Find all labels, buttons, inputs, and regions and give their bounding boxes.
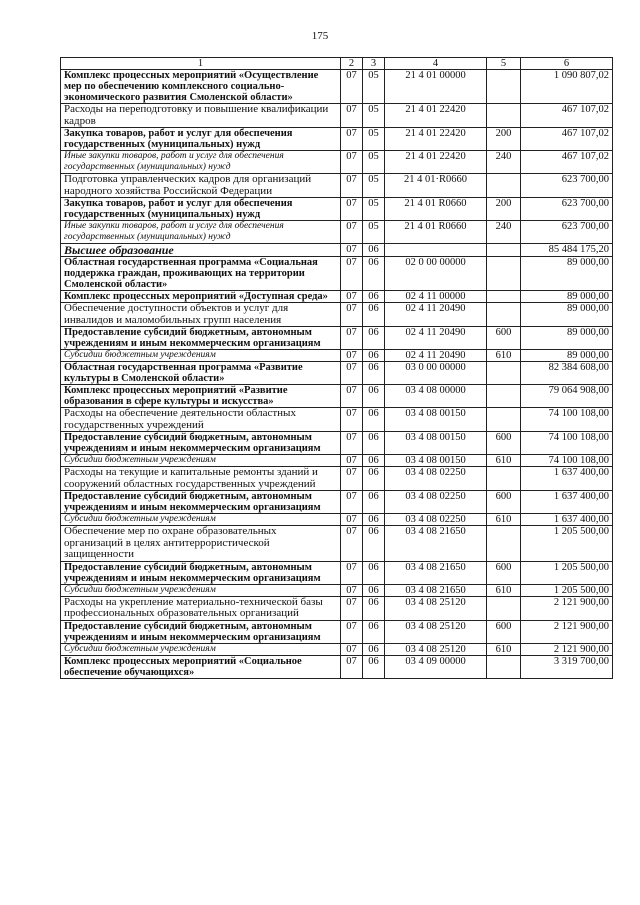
row-expense-type-cell bbox=[487, 291, 521, 303]
header-col-1: 1 bbox=[61, 58, 341, 70]
row-expense-type-cell: 600 bbox=[487, 432, 521, 455]
row-amount-cell: 623 700,00 bbox=[521, 174, 613, 198]
row-expense-type-cell: 200 bbox=[487, 198, 521, 221]
table-row bbox=[61, 643, 613, 655]
row-section-code-cell: 07 bbox=[341, 327, 363, 350]
row-name-cell: Предоставление субсидий бюджетным, автономным учреждениям и иным некоммерческим организациям bbox=[61, 432, 341, 455]
row-subsection-code-cell: 05 bbox=[363, 198, 385, 221]
row-amount-cell: 89 000,00 bbox=[521, 327, 613, 350]
row-amount-cell: 79 064 908,00 bbox=[521, 385, 613, 408]
row-name-cell: Иные закупки товаров, работ и услуг для обеспечения государственных (муниципальных) нужд bbox=[61, 151, 341, 174]
row-target-article-cell: 03 4 08 02250 bbox=[385, 467, 487, 491]
row-expense-type-cell: 600 bbox=[487, 561, 521, 584]
row-section-code-cell: 07 bbox=[341, 596, 363, 620]
row-section-code-cell: 07 bbox=[341, 198, 363, 221]
row-amount-cell: 2 121 900,00 bbox=[521, 620, 613, 643]
row-subsection-code-cell: 06 bbox=[363, 643, 385, 655]
table-row bbox=[61, 385, 613, 408]
row-target-article-cell: 02 4 11 00000 bbox=[385, 291, 487, 303]
row-target-article-cell: 03 4 08 21650 bbox=[385, 584, 487, 596]
row-target-article-cell: 03 4 08 02250 bbox=[385, 514, 487, 526]
table-row bbox=[61, 620, 613, 643]
row-expense-type-cell: 240 bbox=[487, 151, 521, 174]
row-subsection-code-cell: 06 bbox=[363, 491, 385, 514]
row-name-cell: Расходы на переподготовку и повышение квалификации кадров bbox=[61, 104, 341, 128]
row-subsection-code-cell: 06 bbox=[363, 432, 385, 455]
row-subsection-code-cell: 06 bbox=[363, 244, 385, 257]
row-amount-cell: 1 205 500,00 bbox=[521, 584, 613, 596]
row-expense-type-cell bbox=[487, 244, 521, 257]
row-target-article-cell: 21 4 01 R0660 bbox=[385, 198, 487, 221]
row-name-cell: Обеспечение доступности объектов и услуг для инвалидов и маломобильных групп населения bbox=[61, 303, 341, 327]
row-target-article-cell: 03 4 08 25120 bbox=[385, 620, 487, 643]
row-expense-type-cell bbox=[487, 467, 521, 491]
table-row bbox=[61, 362, 613, 385]
row-subsection-code-cell: 06 bbox=[363, 655, 385, 678]
header-col-5: 5 bbox=[487, 58, 521, 70]
row-expense-type-cell bbox=[487, 174, 521, 198]
row-expense-type-cell: 610 bbox=[487, 514, 521, 526]
row-amount-cell: 89 000,00 bbox=[521, 350, 613, 362]
row-target-article-cell: 03 4 08 00150 bbox=[385, 432, 487, 455]
row-subsection-code-cell: 06 bbox=[363, 584, 385, 596]
row-subsection-code-cell: 06 bbox=[363, 467, 385, 491]
row-expense-type-cell: 240 bbox=[487, 221, 521, 244]
row-expense-type-cell: 200 bbox=[487, 128, 521, 151]
row-section-code-cell: 07 bbox=[341, 291, 363, 303]
row-amount-cell: 1 090 807,02 bbox=[521, 70, 613, 104]
table-row bbox=[61, 561, 613, 584]
row-name-cell: Закупка товаров, работ и услуг для обеспечения государственных (муниципальных) нужд bbox=[61, 128, 341, 151]
row-target-article-cell: 02 4 11 20490 bbox=[385, 327, 487, 350]
row-amount-cell: 2 121 900,00 bbox=[521, 643, 613, 655]
row-name-cell: Комплекс процессных мероприятий «Доступная среда» bbox=[61, 291, 341, 303]
row-expense-type-cell: 600 bbox=[487, 491, 521, 514]
row-name-cell: Предоставление субсидий бюджетным, автономным учреждениям и иным некоммерческим организациям bbox=[61, 561, 341, 584]
row-expense-type-cell bbox=[487, 385, 521, 408]
table-row bbox=[61, 327, 613, 350]
table-row bbox=[61, 221, 613, 244]
row-section-code-cell: 07 bbox=[341, 70, 363, 104]
row-subsection-code-cell: 06 bbox=[363, 303, 385, 327]
row-name-cell: Иные закупки товаров, работ и услуг для обеспечения государственных (муниципальных) нужд bbox=[61, 221, 341, 244]
row-amount-cell: 74 100 108,00 bbox=[521, 432, 613, 455]
table-row bbox=[61, 491, 613, 514]
row-section-code-cell: 07 bbox=[341, 561, 363, 584]
row-subsection-code-cell: 05 bbox=[363, 70, 385, 104]
table-row bbox=[61, 655, 613, 678]
table-row bbox=[61, 128, 613, 151]
row-name-cell: Предоставление субсидий бюджетным, автономным учреждениям и иным некоммерческим организациям bbox=[61, 327, 341, 350]
row-expense-type-cell bbox=[487, 362, 521, 385]
row-name-cell: Субсидии бюджетным учреждениям bbox=[61, 643, 341, 655]
row-amount-cell: 1 637 400,00 bbox=[521, 514, 613, 526]
row-section-code-cell: 07 bbox=[341, 385, 363, 408]
row-amount-cell: 467 107,02 bbox=[521, 151, 613, 174]
row-expense-type-cell: 610 bbox=[487, 643, 521, 655]
row-name-cell: Предоставление субсидий бюджетным, автономным учреждениям и иным некоммерческим организациям bbox=[61, 620, 341, 643]
row-subsection-code-cell: 06 bbox=[363, 362, 385, 385]
row-amount-cell: 89 000,00 bbox=[521, 303, 613, 327]
row-section-code-cell: 07 bbox=[341, 128, 363, 151]
row-subsection-code-cell: 06 bbox=[363, 291, 385, 303]
row-amount-cell: 74 100 108,00 bbox=[521, 408, 613, 432]
budget-table bbox=[60, 57, 613, 679]
row-section-code-cell: 07 bbox=[341, 244, 363, 257]
header-col-2: 2 bbox=[341, 58, 363, 70]
row-expense-type-cell bbox=[487, 596, 521, 620]
table-header bbox=[61, 58, 613, 70]
row-target-article-cell: 03 4 08 25120 bbox=[385, 643, 487, 655]
row-name-cell: Субсидии бюджетным учреждениям bbox=[61, 514, 341, 526]
row-target-article-cell: 21 4 01 R0660 bbox=[385, 221, 487, 244]
row-section-code-cell: 07 bbox=[341, 514, 363, 526]
row-target-article-cell: 21 4 01·R0660 bbox=[385, 174, 487, 198]
row-expense-type-cell: 610 bbox=[487, 350, 521, 362]
row-amount-cell: 1 205 500,00 bbox=[521, 526, 613, 562]
table-row bbox=[61, 244, 613, 257]
row-subsection-code-cell: 05 bbox=[363, 221, 385, 244]
row-amount-cell: 85 484 175,20 bbox=[521, 244, 613, 257]
row-subsection-code-cell: 06 bbox=[363, 514, 385, 526]
row-subsection-code-cell: 06 bbox=[363, 620, 385, 643]
header-col-4: 4 bbox=[385, 58, 487, 70]
row-target-article-cell: 03 4 09 00000 bbox=[385, 655, 487, 678]
row-amount-cell: 1 637 400,00 bbox=[521, 491, 613, 514]
row-section-code-cell: 07 bbox=[341, 467, 363, 491]
row-expense-type-cell bbox=[487, 408, 521, 432]
table-row bbox=[61, 70, 613, 104]
row-name-cell: Субсидии бюджетным учреждениям bbox=[61, 455, 341, 467]
row-section-code-cell: 07 bbox=[341, 526, 363, 562]
table-row bbox=[61, 584, 613, 596]
row-name-cell: Закупка товаров, работ и услуг для обеспечения государственных (муниципальных) нужд bbox=[61, 198, 341, 221]
row-name-cell: Высшее образование bbox=[61, 244, 341, 257]
table-row bbox=[61, 198, 613, 221]
table-row bbox=[61, 467, 613, 491]
row-amount-cell: 74 100 108,00 bbox=[521, 455, 613, 467]
row-amount-cell: 623 700,00 bbox=[521, 198, 613, 221]
row-expense-type-cell bbox=[487, 70, 521, 104]
table-row bbox=[61, 432, 613, 455]
row-expense-type-cell bbox=[487, 303, 521, 327]
row-target-article-cell: 03 4 08 02250 bbox=[385, 491, 487, 514]
row-subsection-code-cell: 05 bbox=[363, 104, 385, 128]
row-name-cell: Комплекс процессных мероприятий «Осуществление мер по обеспечению комплексного социально-экономического развития Смоленской области» bbox=[61, 70, 341, 104]
row-section-code-cell: 07 bbox=[341, 455, 363, 467]
row-target-article-cell: 03 4 08 25120 bbox=[385, 596, 487, 620]
row-amount-cell: 1 205 500,00 bbox=[521, 561, 613, 584]
row-name-cell: Подготовка управленческих кадров для организаций народного хозяйства Российской Федерации bbox=[61, 174, 341, 198]
row-section-code-cell: 07 bbox=[341, 655, 363, 678]
row-name-cell: Областная государственная программа «Социальная поддержка граждан, проживающих на территории Смоленской области» bbox=[61, 257, 341, 291]
row-expense-type-cell: 600 bbox=[487, 620, 521, 643]
row-target-article-cell: 21 4 01 22420 bbox=[385, 128, 487, 151]
row-section-code-cell: 07 bbox=[341, 257, 363, 291]
row-expense-type-cell: 610 bbox=[487, 455, 521, 467]
table-row bbox=[61, 104, 613, 128]
row-name-cell: Обеспечение мер по охране образовательных организаций в целях антитеррористической защищенности bbox=[61, 526, 341, 562]
row-name-cell: Комплекс процессных мероприятий «Социальное обеспечение обучающихся» bbox=[61, 655, 341, 678]
row-subsection-code-cell: 06 bbox=[363, 385, 385, 408]
row-subsection-code-cell: 06 bbox=[363, 596, 385, 620]
row-expense-type-cell bbox=[487, 526, 521, 562]
row-subsection-code-cell: 05 bbox=[363, 128, 385, 151]
table-row bbox=[61, 408, 613, 432]
row-expense-type-cell bbox=[487, 257, 521, 291]
table-row bbox=[61, 455, 613, 467]
table-row bbox=[61, 526, 613, 562]
row-amount-cell: 89 000,00 bbox=[521, 291, 613, 303]
header-col-3: 3 bbox=[363, 58, 385, 70]
row-section-code-cell: 07 bbox=[341, 491, 363, 514]
row-amount-cell: 2 121 900,00 bbox=[521, 596, 613, 620]
row-subsection-code-cell: 06 bbox=[363, 455, 385, 467]
row-target-article-cell: 03 4 08 00150 bbox=[385, 455, 487, 467]
row-amount-cell: 623 700,00 bbox=[521, 221, 613, 244]
row-amount-cell: 3 319 700,00 bbox=[521, 655, 613, 678]
row-target-article-cell: 03 4 08 21650 bbox=[385, 561, 487, 584]
row-target-article-cell: 02 4 11 20490 bbox=[385, 350, 487, 362]
row-name-cell: Областная государственная программа «Развитие культуры в Смоленской области» bbox=[61, 362, 341, 385]
row-subsection-code-cell: 05 bbox=[363, 151, 385, 174]
row-target-article-cell: 02 0 00 00000 bbox=[385, 257, 487, 291]
row-subsection-code-cell: 06 bbox=[363, 327, 385, 350]
row-amount-cell: 82 384 608,00 bbox=[521, 362, 613, 385]
row-expense-type-cell bbox=[487, 655, 521, 678]
row-target-article-cell: 03 0 00 00000 bbox=[385, 362, 487, 385]
row-target-article-cell: 21 4 01 22420 bbox=[385, 104, 487, 128]
row-section-code-cell: 07 bbox=[341, 584, 363, 596]
row-subsection-code-cell: 06 bbox=[363, 257, 385, 291]
table-body bbox=[61, 70, 613, 679]
row-target-article-cell: 03 4 08 21650 bbox=[385, 526, 487, 562]
row-subsection-code-cell: 06 bbox=[363, 408, 385, 432]
row-section-code-cell: 07 bbox=[341, 408, 363, 432]
table-row bbox=[61, 291, 613, 303]
table-row bbox=[61, 596, 613, 620]
table-row bbox=[61, 303, 613, 327]
row-subsection-code-cell: 06 bbox=[363, 350, 385, 362]
row-expense-type-cell: 600 bbox=[487, 327, 521, 350]
row-target-article-cell: 03 4 08 00150 bbox=[385, 408, 487, 432]
row-amount-cell: 1 637 400,00 bbox=[521, 467, 613, 491]
row-section-code-cell: 07 bbox=[341, 643, 363, 655]
row-section-code-cell: 07 bbox=[341, 350, 363, 362]
row-section-code-cell: 07 bbox=[341, 432, 363, 455]
row-name-cell: Предоставление субсидий бюджетным, автономным учреждениям и иным некоммерческим организациям bbox=[61, 491, 341, 514]
row-name-cell: Расходы на укрепление материально-технической базы профессиональных образовательных организаций bbox=[61, 596, 341, 620]
row-name-cell: Расходы на обеспечение деятельности областных государственных учреждений bbox=[61, 408, 341, 432]
table-row bbox=[61, 350, 613, 362]
row-section-code-cell: 07 bbox=[341, 151, 363, 174]
row-target-article-cell: 02 4 11 20490 bbox=[385, 303, 487, 327]
row-target-article-cell bbox=[385, 244, 487, 257]
row-name-cell: Субсидии бюджетным учреждениям bbox=[61, 350, 341, 362]
row-amount-cell: 89 000,00 bbox=[521, 257, 613, 291]
row-section-code-cell: 07 bbox=[341, 104, 363, 128]
table-row bbox=[61, 174, 613, 198]
row-expense-type-cell bbox=[487, 104, 521, 128]
row-section-code-cell: 07 bbox=[341, 362, 363, 385]
table-row bbox=[61, 257, 613, 291]
row-target-article-cell: 03 4 08 00000 bbox=[385, 385, 487, 408]
row-amount-cell: 467 107,02 bbox=[521, 104, 613, 128]
table-row bbox=[61, 514, 613, 526]
page-number: 175 bbox=[311, 30, 329, 42]
row-section-code-cell: 07 bbox=[341, 174, 363, 198]
row-name-cell: Комплекс процессных мероприятий «Развитие образования в сфере культуры и искусства» bbox=[61, 385, 341, 408]
row-target-article-cell: 21 4 01 22420 bbox=[385, 151, 487, 174]
row-section-code-cell: 07 bbox=[341, 303, 363, 327]
header-col-6: 6 bbox=[521, 58, 613, 70]
row-name-cell: Расходы на текущие и капитальные ремонты зданий и сооружений областных государственных учреждений bbox=[61, 467, 341, 491]
row-target-article-cell: 21 4 01 00000 bbox=[385, 70, 487, 104]
row-section-code-cell: 07 bbox=[341, 221, 363, 244]
row-subsection-code-cell: 06 bbox=[363, 526, 385, 562]
row-subsection-code-cell: 06 bbox=[363, 561, 385, 584]
table-row bbox=[61, 151, 613, 174]
row-name-cell: Субсидии бюджетным учреждениям bbox=[61, 584, 341, 596]
row-subsection-code-cell: 05 bbox=[363, 174, 385, 198]
header-row bbox=[61, 58, 613, 70]
row-amount-cell: 467 107,02 bbox=[521, 128, 613, 151]
row-expense-type-cell: 610 bbox=[487, 584, 521, 596]
row-section-code-cell: 07 bbox=[341, 620, 363, 643]
